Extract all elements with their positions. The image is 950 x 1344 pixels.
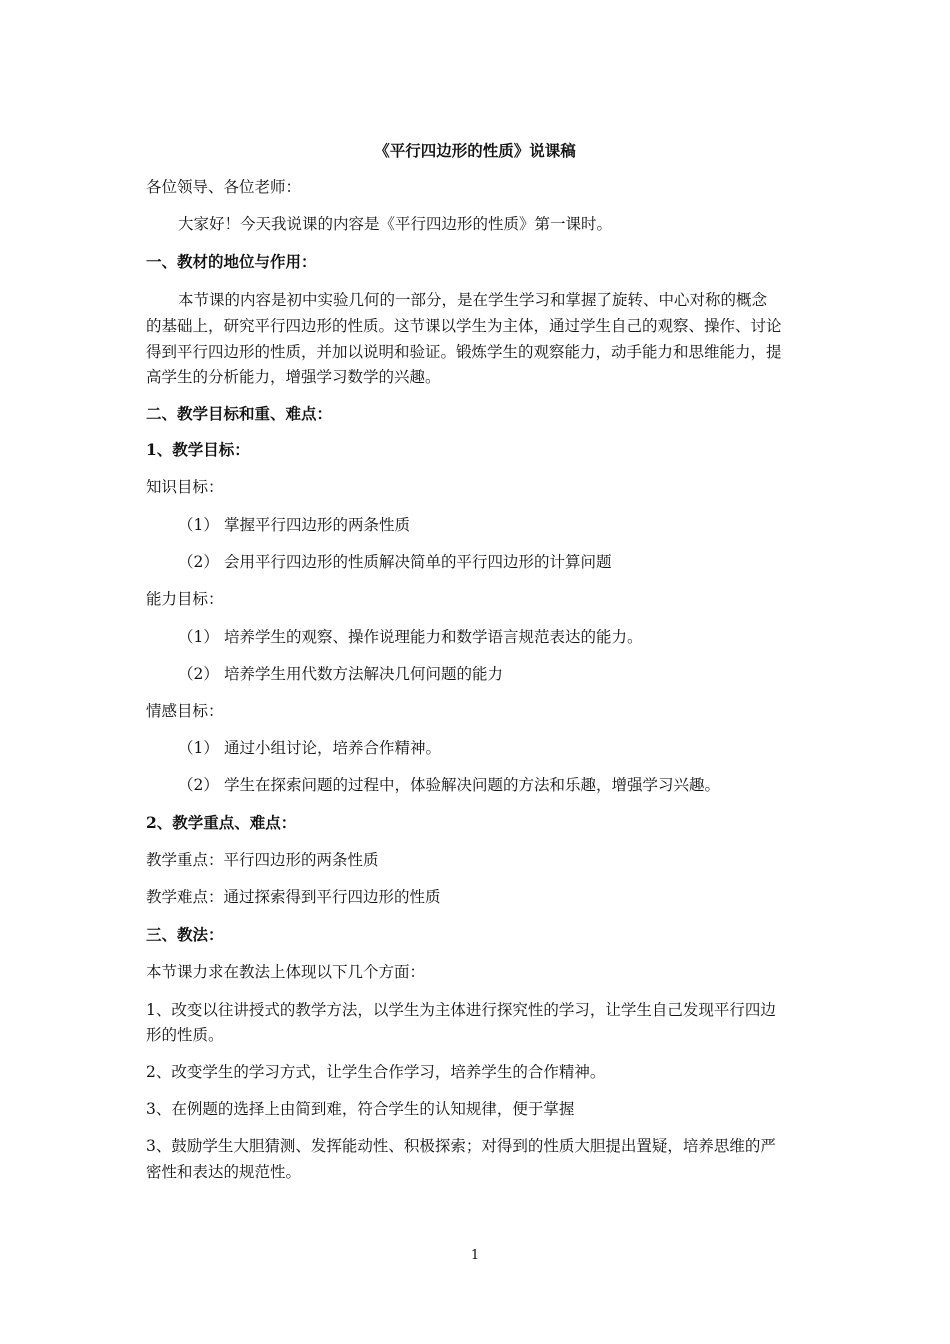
section-2-heading: 二、教学目标和重、难点： — [146, 404, 333, 423]
difficulty-point: 教学难点：通过探索得到平行四边形的性质 — [146, 888, 441, 906]
knowledge-goals-label: 知识目标： — [146, 478, 224, 496]
section-1-line: 高学生的分析能力，增强学习数学的兴趣。 — [146, 368, 441, 386]
item-number: （2） — [178, 665, 219, 683]
method-line: 3、鼓励学生大胆猜测、发挥能动性、积极探索；对得到的性质大胆提出置疑，培养思维的严 — [146, 1137, 776, 1155]
item-text: 培养学生用代数方法解决几何问题的能力 — [224, 665, 504, 683]
goal-item — [178, 775, 720, 795]
item-text: 培养学生的观察、操作说理能力和数学语言规范表达的能力。 — [224, 628, 643, 646]
item-number: （2） — [178, 553, 219, 571]
key-point: 教学重点：平行四边形的两条性质 — [146, 851, 379, 869]
intro-paragraph: 大家好！今天我说课的内容是《平行四边形的性质》第一课时。 — [178, 215, 613, 233]
emotion-goals-label: 情感目标： — [146, 702, 224, 720]
method-line: 3、在例题的选择上由简到难，符合学生的认知规律，便于掌握 — [146, 1100, 575, 1118]
section-3-intro: 本节课力求在教法上体现以下几个方面： — [146, 963, 426, 981]
method-line: 形的性质。 — [146, 1026, 224, 1044]
item-text: 通过小组讨论，培养合作精神。 — [224, 739, 442, 757]
item-number: （1） — [178, 628, 219, 646]
teaching-goals-heading: 1、教学目标： — [146, 440, 250, 459]
section-1-line: 的基础上，研究平行四边形的性质。这节课以学生为主体，通过学生自己的观察、操作、讨论 — [146, 317, 782, 335]
section-1-line: 得到平行四边形的性质，并加以说明和验证。锻炼学生的观察能力，动手能力和思维能力，提 — [146, 343, 782, 361]
item-number: （2） — [178, 776, 219, 794]
greeting: 各位领导、各位老师： — [146, 178, 302, 196]
key-difficulty-heading: 2、教学重点、难点： — [146, 813, 297, 832]
item-text: 学生在探索问题的过程中，体验解决问题的方法和乐趣，增强学习兴趣。 — [224, 776, 721, 794]
ability-goals-label: 能力目标： — [146, 590, 224, 608]
item-text: 会用平行四边形的性质解决简单的平行四边形的计算问题 — [224, 553, 612, 571]
item-number: （1） — [178, 739, 219, 757]
method-line: 密性和表达的规范性。 — [146, 1163, 302, 1181]
page-number: 1 — [470, 1248, 480, 1263]
goal-item — [178, 552, 612, 572]
goal-item — [178, 738, 441, 758]
method-line: 2、改变学生的学习方式，让学生合作学习，培养学生的合作精神。 — [146, 1063, 606, 1081]
section-1-line: 本节课的内容是初中实验几何的一部分，是在学生学习和掌握了旋转、中心对称的概念 — [178, 291, 768, 309]
goal-item — [178, 515, 410, 535]
section-3-heading: 三、教法： — [146, 925, 224, 944]
goal-item — [178, 664, 503, 684]
item-text: 掌握平行四边形的两条性质 — [224, 516, 411, 534]
item-number: （1） — [178, 516, 219, 534]
section-1-heading: 一、教材的地位与作用： — [146, 252, 317, 271]
method-line: 1、改变以往讲授式的教学方法，以学生为主体进行探究性的学习，让学生自己发现平行四边 — [146, 1001, 776, 1019]
goal-item — [178, 627, 643, 647]
page-title: 《平行四边形的性质》说课稿 — [374, 141, 576, 160]
